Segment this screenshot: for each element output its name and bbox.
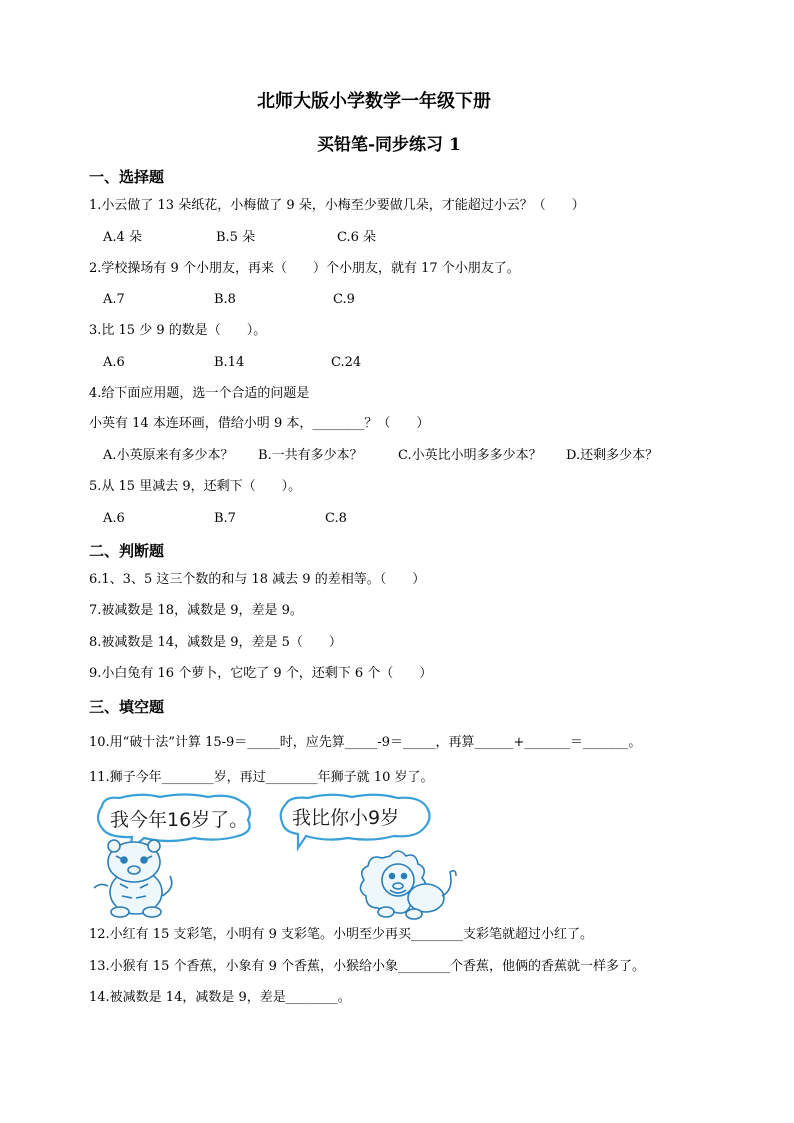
option: B.5 朵 xyxy=(216,230,256,245)
section-heading-fill: 三、填空题 xyxy=(89,698,165,716)
option: C.6 朵 xyxy=(337,230,377,245)
page-subtitle: 买铅笔-同步练习 1 xyxy=(317,135,461,155)
section-heading-choice: 一、选择题 xyxy=(89,168,165,186)
option: C.8 xyxy=(325,511,347,526)
lion-bubble-text: 我比你小9岁 xyxy=(292,807,400,829)
lion-speech-bubble xyxy=(281,795,430,848)
option: A.6 xyxy=(103,355,125,370)
question-4-body: 小英有 14 本连环画，借给小明 9 本，________？（ ） xyxy=(89,416,430,431)
tiger-speech-bubble xyxy=(98,795,250,851)
question-13: 13.小猴有 15 个香蕉，小象有 9 个香蕉，小猴给小象________个香蕉，他俩的香蕉就一样多了。 xyxy=(89,959,646,974)
option: A.7 xyxy=(103,292,125,307)
question-7: 7.被减数是 18，减数是 9，差是 9。 xyxy=(89,603,303,618)
option: C.24 xyxy=(331,355,362,370)
option: A.4 朵 xyxy=(103,230,142,245)
question-12: 12.小红有 15 支彩笔，小明有 9 支彩笔。小明至少再买________支彩笔就超过小红了。 xyxy=(89,927,594,942)
illustration xyxy=(90,792,460,920)
option: C.小英比小明多多少本？ xyxy=(398,448,542,463)
option: B.一共有多少本？ xyxy=(258,448,363,463)
question-3: 3.比 15 少 9 的数是（ ）。 xyxy=(89,323,267,338)
question-6: 6.1、3、5 这三个数的和与 18 减去 9 的差相等。（ ） xyxy=(89,572,426,587)
option: B.7 xyxy=(214,511,236,526)
option: A.6 xyxy=(103,511,125,526)
question-2: 2.学校操场有 9 个小朋友，再来（ ）个小朋友，就有 17 个小朋友了。 xyxy=(89,261,520,276)
option: D.还剩多少本？ xyxy=(566,448,659,463)
option: B.8 xyxy=(214,292,236,307)
question-8: 8.被减数是 14，减数是 9，差是 5（ ） xyxy=(89,635,342,650)
option: A.小英原来有多少本？ xyxy=(103,448,234,463)
page-title: 北师大版小学数学一年级下册 xyxy=(257,91,491,112)
option: C.9 xyxy=(333,292,355,307)
question-1: 1.小云做了 13 朵纸花，小梅做了 9 朵，小梅至少要做几朵，才能超过小云？（ ） xyxy=(89,198,585,213)
question-11: 11.狮子今年________岁，再过________年狮子就 10 岁了。 xyxy=(89,770,434,785)
section-heading-judge: 二、判断题 xyxy=(89,542,165,560)
question-10: 10.用“破十法”计算 15-9＝_____时，应先算_____-9＝_____，再算______+_______＝_______。 xyxy=(89,735,642,750)
tiger-bubble-text: 我今年16岁了。 xyxy=(110,809,249,831)
question-9: 9.小白兔有 16 个萝卜，它吃了 9 个，还剩下 6 个（ ） xyxy=(89,666,433,681)
question-5: 5.从 15 里减去 9，还剩下（ ）。 xyxy=(89,479,302,494)
lion-icon xyxy=(360,851,456,919)
question-4: 4.给下面应用题，选一个合适的问题是 xyxy=(89,386,310,401)
tiger-icon xyxy=(94,840,172,917)
question-14: 14.被减数是 14，减数是 9，差是________。 xyxy=(89,990,351,1005)
option: B.14 xyxy=(214,355,245,370)
